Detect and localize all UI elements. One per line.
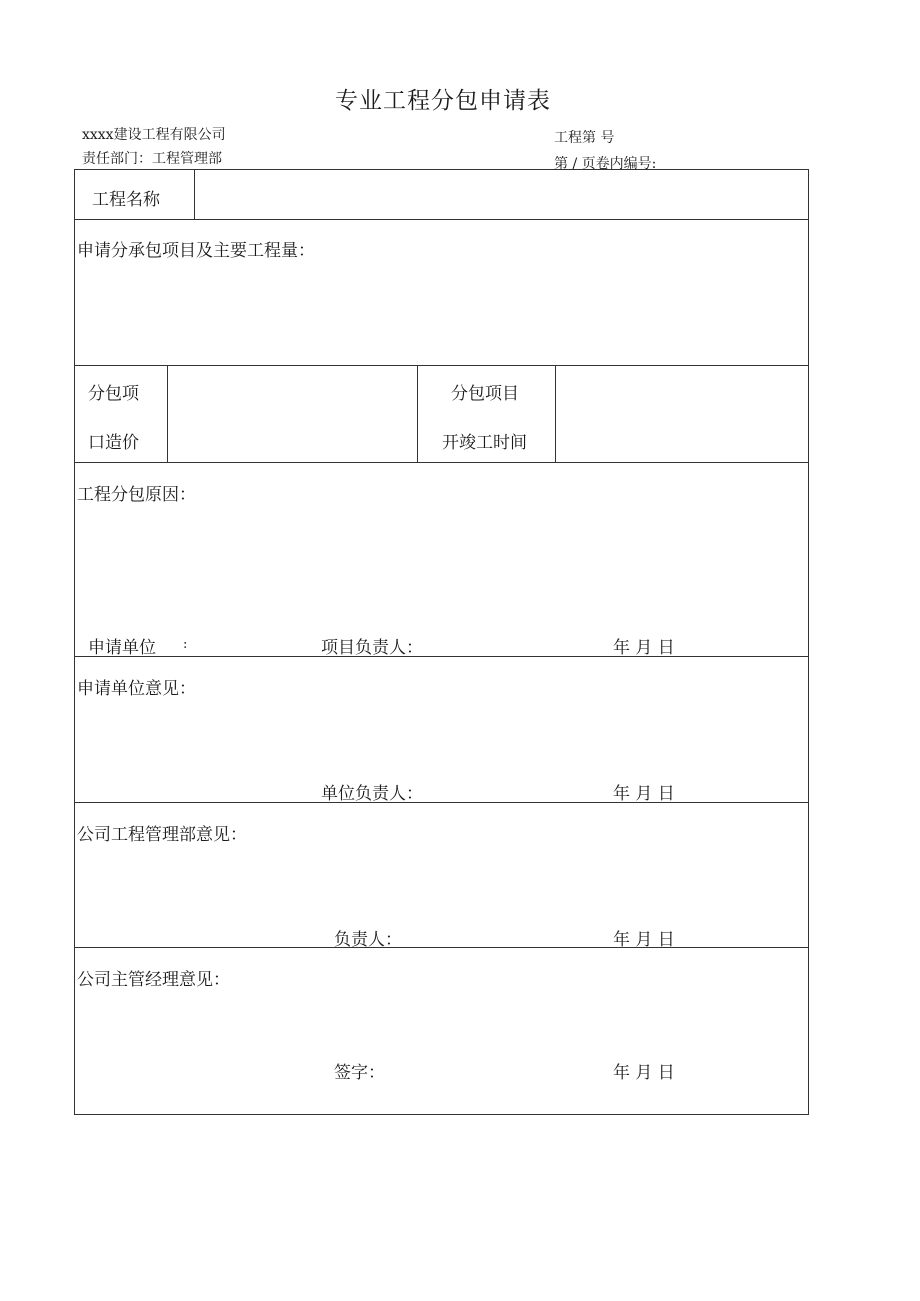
price-label-line1: 分包项 xyxy=(88,384,139,404)
col-divider xyxy=(555,365,556,462)
reason-label: 工程分包原因： xyxy=(77,485,196,505)
row-divider xyxy=(75,947,808,948)
row-divider xyxy=(75,365,808,366)
date-label: 年 月 日 xyxy=(613,930,675,950)
dept-opinion-label: 公司工程管理部意见： xyxy=(77,825,247,845)
company-name: xxxx建设工程有限公司 xyxy=(82,127,226,143)
date-label: 年 月 日 xyxy=(613,638,675,658)
applicant-unit-label: 申请单位 xyxy=(88,638,156,658)
date-label: 年 月 日 xyxy=(613,784,675,804)
department: 责任部门：工程管理部 xyxy=(82,151,222,167)
row-divider xyxy=(75,656,808,657)
col-divider xyxy=(194,170,195,219)
project-number: 工程第 号 xyxy=(554,130,615,146)
project-name-field[interactable] xyxy=(205,185,795,207)
gm-opinion-label: 公司主管经理意见： xyxy=(77,970,230,990)
unit-opinion-label: 申请单位意见： xyxy=(77,679,196,699)
row-divider xyxy=(75,219,808,220)
col-divider xyxy=(417,365,418,462)
page-number: 第 / 页卷内编号: xyxy=(554,156,657,172)
head-label: 负责人： xyxy=(334,930,402,950)
application-form xyxy=(74,169,809,1115)
applicant-colon: : xyxy=(183,637,188,652)
project-manager-label: 项目负责人： xyxy=(321,638,423,658)
signature-label: 签字： xyxy=(334,1063,385,1083)
schedule-field[interactable] xyxy=(565,405,800,427)
col-divider xyxy=(167,365,168,462)
project-name-label: 工程名称 xyxy=(92,190,160,210)
schedule-label-line1: 分包项目 xyxy=(451,384,519,404)
row-divider xyxy=(75,462,808,463)
schedule-label-line2: 开竣工时间 xyxy=(442,433,527,453)
date-label: 年 月 日 xyxy=(613,1063,675,1083)
price-field[interactable] xyxy=(177,405,407,427)
unit-head-label: 单位负责人： xyxy=(321,784,423,804)
price-label-line2: 口造价 xyxy=(88,433,139,453)
row-divider xyxy=(75,802,808,803)
scope-label: 申请分承包项目及主要工程量： xyxy=(77,241,315,261)
page-title: 专业工程分包申请表 xyxy=(335,88,551,114)
